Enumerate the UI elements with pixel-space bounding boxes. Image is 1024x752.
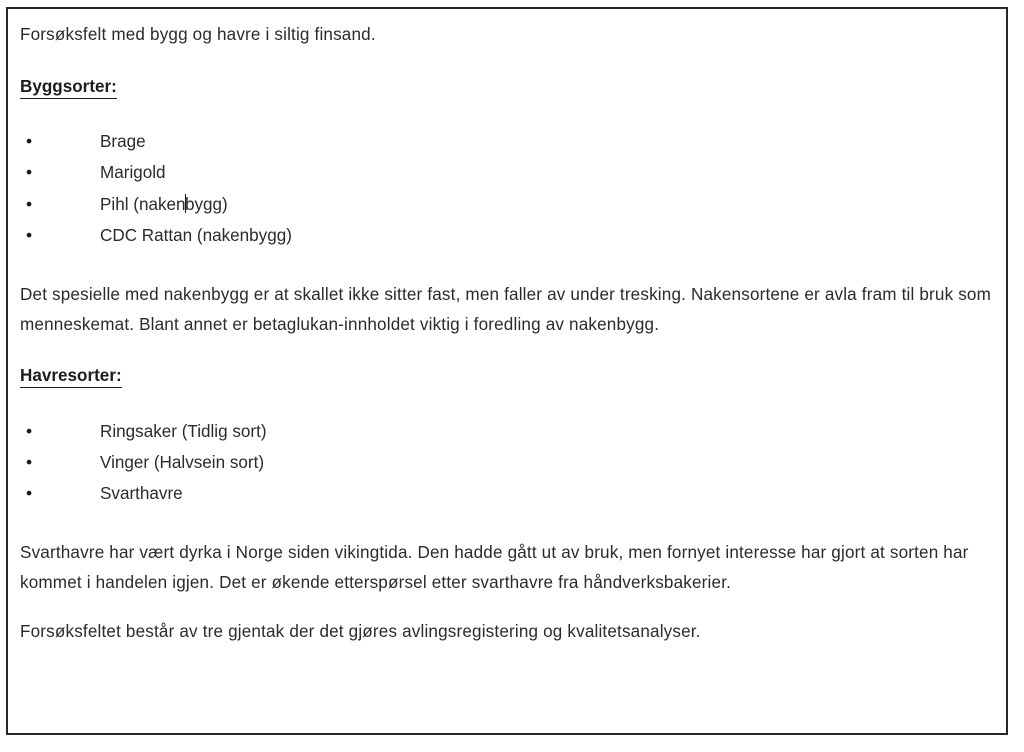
barley-variety-item[interactable] bbox=[20, 189, 992, 220]
bullet-icon: • bbox=[26, 193, 33, 214]
trial-field-paragraph-block bbox=[20, 617, 992, 647]
bullet-icon: • bbox=[26, 162, 33, 183]
bullet-icon: • bbox=[26, 451, 33, 472]
bullet-icon: • bbox=[26, 420, 33, 441]
barley-variety-item-label-tail: bygg) bbox=[184, 194, 228, 214]
spacer bbox=[20, 509, 992, 538]
spacer bbox=[20, 339, 992, 361]
barley-variety-item-label: Brage bbox=[100, 132, 146, 152]
barley-variety-list bbox=[20, 126, 992, 251]
bullet-icon: • bbox=[26, 483, 33, 504]
oat-section-heading bbox=[20, 361, 992, 391]
oat-variety-item[interactable] bbox=[20, 447, 992, 478]
barley-section-heading-text: Byggsorter: bbox=[20, 76, 117, 99]
oat-variety-item[interactable] bbox=[20, 478, 992, 509]
barley-variety-item[interactable] bbox=[20, 220, 992, 251]
oat-variety-item[interactable] bbox=[20, 416, 992, 447]
naked-barley-paragraph: Det spesielle med nakenbygg er at skallet ikke sitter fast, men faller av under tresking. Nakensortene er avla fram til bruk som menneskemat. Blant annet er betaglukan-innholdet viktig i foredling av nakenbygg. bbox=[20, 285, 992, 334]
document-page-frame bbox=[6, 7, 1008, 735]
spacer bbox=[20, 391, 992, 416]
black-oat-paragraph-block bbox=[20, 538, 992, 597]
barley-variety-item[interactable] bbox=[20, 126, 992, 157]
spacer bbox=[20, 251, 992, 280]
barley-variety-item-label: Pihl (naken bbox=[100, 194, 186, 214]
barley-variety-item-label: CDC Rattan (nakenbygg) bbox=[100, 225, 292, 245]
barley-variety-item-label: Marigold bbox=[100, 163, 166, 183]
oat-variety-item-label: Ringsaker (Tidlig sort) bbox=[100, 421, 267, 441]
spacer bbox=[20, 598, 992, 617]
oat-variety-list bbox=[20, 416, 992, 510]
document-body[interactable] bbox=[8, 9, 1006, 733]
oat-section-heading-text: Havresorter: bbox=[20, 365, 122, 388]
trial-field-paragraph: Forsøksfeltet består av tre gjentak der det gjøres avlingsregistering og kvalitetsanalyser. bbox=[20, 621, 701, 641]
barley-variety-item[interactable] bbox=[20, 157, 992, 188]
intro-paragraph: Forsøksfelt med bygg og havre i siltig finsand. bbox=[20, 25, 376, 44]
oat-variety-item-label: Svarthavre bbox=[100, 484, 183, 504]
barley-section-heading bbox=[20, 72, 992, 102]
oat-variety-item-label: Vinger (Halvsein sort) bbox=[100, 452, 265, 472]
bullet-icon: • bbox=[26, 224, 33, 245]
black-oat-paragraph: Svarthavre har vært dyrka i Norge siden vikingtida. Den hadde gått ut av bruk, men fornyet interesse har gjort at sorten har kommet i handelen igjen. Det er økende etterspørsel etter svarthavre fra håndverksbakerier. bbox=[20, 543, 969, 592]
spacer bbox=[20, 101, 992, 126]
spacer bbox=[20, 50, 992, 72]
bullet-icon: • bbox=[26, 131, 33, 152]
naked-barley-paragraph-block bbox=[20, 280, 992, 339]
